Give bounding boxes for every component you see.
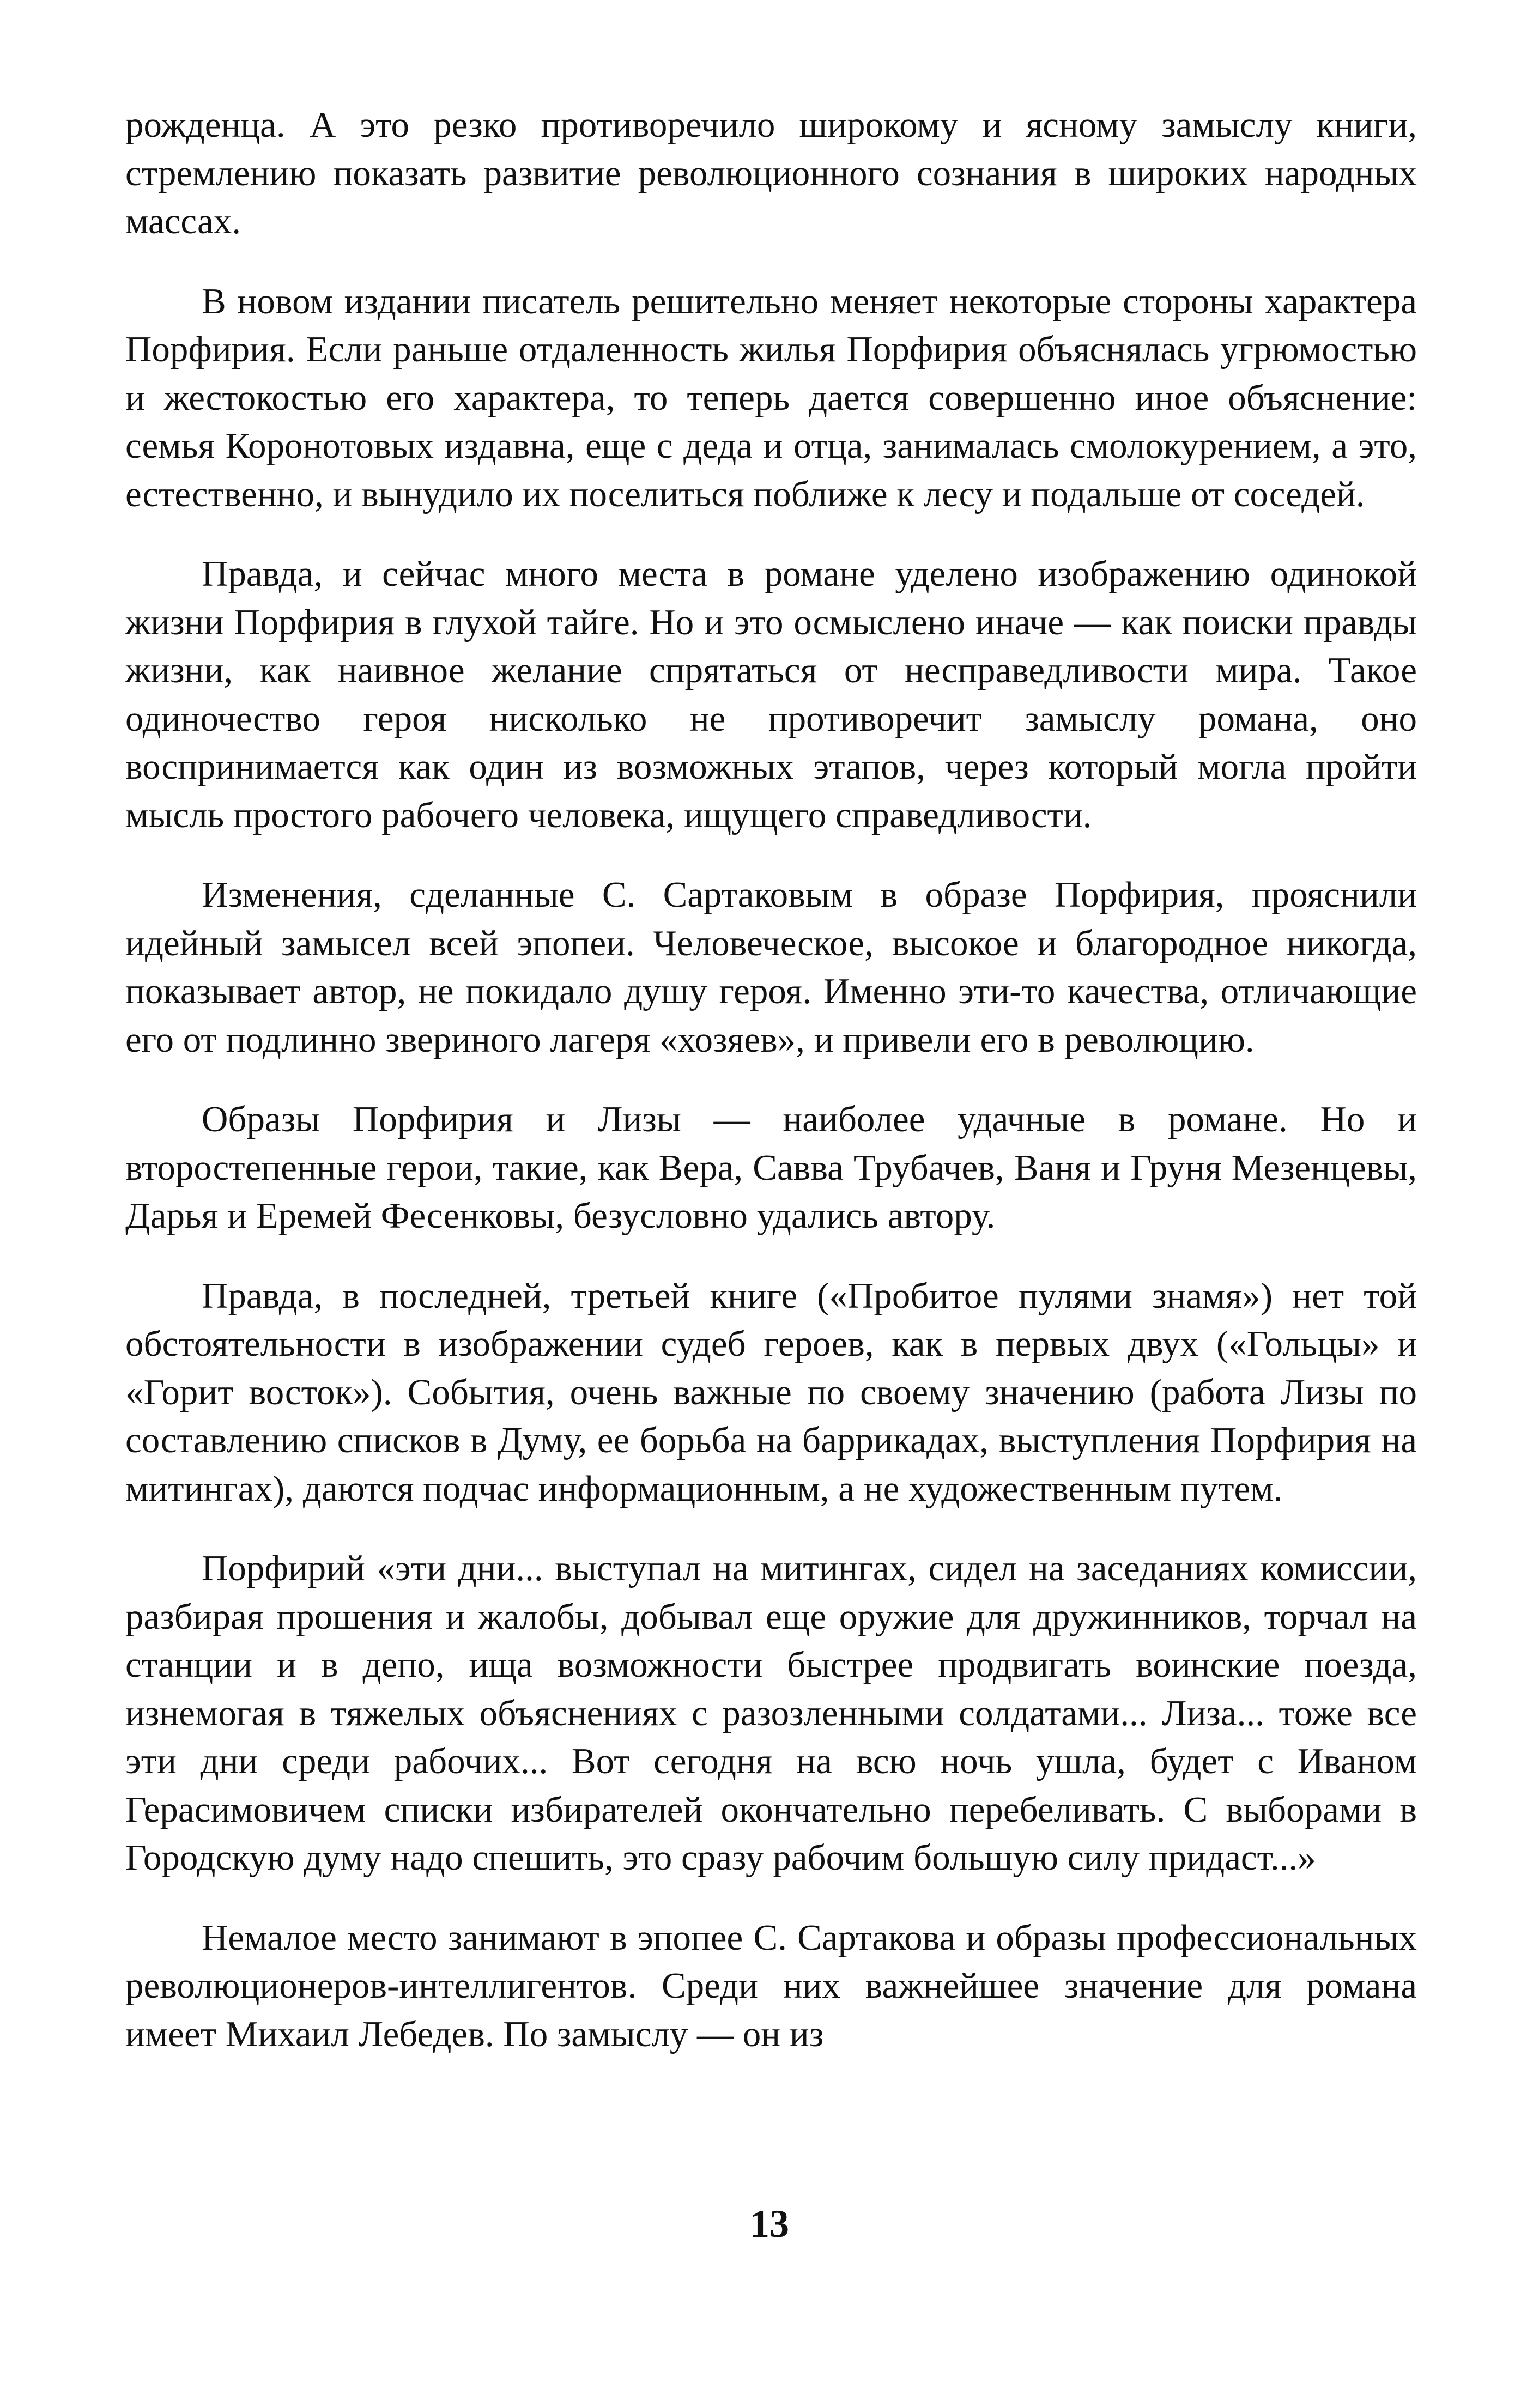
paragraph: Правда, в последней, третьей книге («Пробитое пулями знамя») нет той обстоятельности в изображении судеб героев, как в первых двух («Гольцы» и «Горит восток»). События, очень важные по своему значению (работа Лизы по составлению списков в Думу, ее борьба на баррикадах, выступления Порфирия на митингах), даются подчас информационным, а не художественным путем. <box>125 1275 1417 1509</box>
paragraph: рожденца. А это резко противоречило широкому и ясному замыслу книги, стремлению показать развитие революционного сознания в широких народных массах. <box>125 105 1417 241</box>
paragraph: Порфирий «эти дни... выступал на митингах, сидел на заседаниях комиссии, разбирая прошения и жалобы, добывал еще оружие для дружинников, торчал на станции и в депо, ища возможности быстрее продвигать воинские поезда, изнемогая в тяжелых объяснениях с разозленными солдатами... Лиза... тоже все эти дни среди рабочих... Вот сегодня на всю ночь ушла, будет с Иваном Герасимовичем списки избирателей окончательно перебеливать. С выборами в Городскую думу надо спешить, это сразу рабочим большую силу придаст...» <box>125 1548 1417 1878</box>
paragraph: Правда, и сейчас много места в романе уделено изображению одинокой жизни Порфирия в глухой тайге. Но и это осмыслено иначе — как поиски правды жизни, как наивное желание спрятаться от несправедливости мира. Такое одиночество героя нисколько не противоречит замыслу романа, оно воспринимается как один из возможных этапов, через который могла пройти мысль простого рабочего человека, ищущего справедливости. <box>125 554 1417 835</box>
paragraph: Изменения, сделанные С. Сартаковым в образе Порфирия, прояснили идейный замысел всей эпопеи. Человеческое, высокое и благородное никогда, показывает автор, не покидало душу героя. Именно эти-то качества, отличающие его от подлинно звериного лагеря «хозяев», и привели его в революцию. <box>125 875 1417 1060</box>
page-body <box>125 101 1417 2090</box>
paragraph: В новом издании писатель решительно меняет некоторые стороны характера Порфирия. Если раньше отдаленность жилья Порфирия объяснялась угрюмостью и жестокостью его характера, то теперь дается совершенно иное объяснение: семья Коронотовых издавна, еще с деда и отца, занималась смолокурением, а это, естественно, и вынудило их поселиться поближе к лесу и подальше от соседей. <box>125 281 1417 514</box>
paragraph: Образы Порфирия и Лизы — наиболее удачные в романе. Но и второстепенные герои, такие, как Вера, Савва Трубачев, Ваня и Груня Мезенцевы, Дарья и Еремей Фесенковы, безусловно удались автору. <box>125 1099 1417 1236</box>
page-number: 13 <box>750 2202 789 2246</box>
paragraph: Немалое место занимают в эпопее С. Сартакова и образы профессиональных революционеров-интеллигентов. Среди них важнейшее значение для романа имеет Михаил Лебедев. По замыслу — он из <box>125 1917 1417 2054</box>
